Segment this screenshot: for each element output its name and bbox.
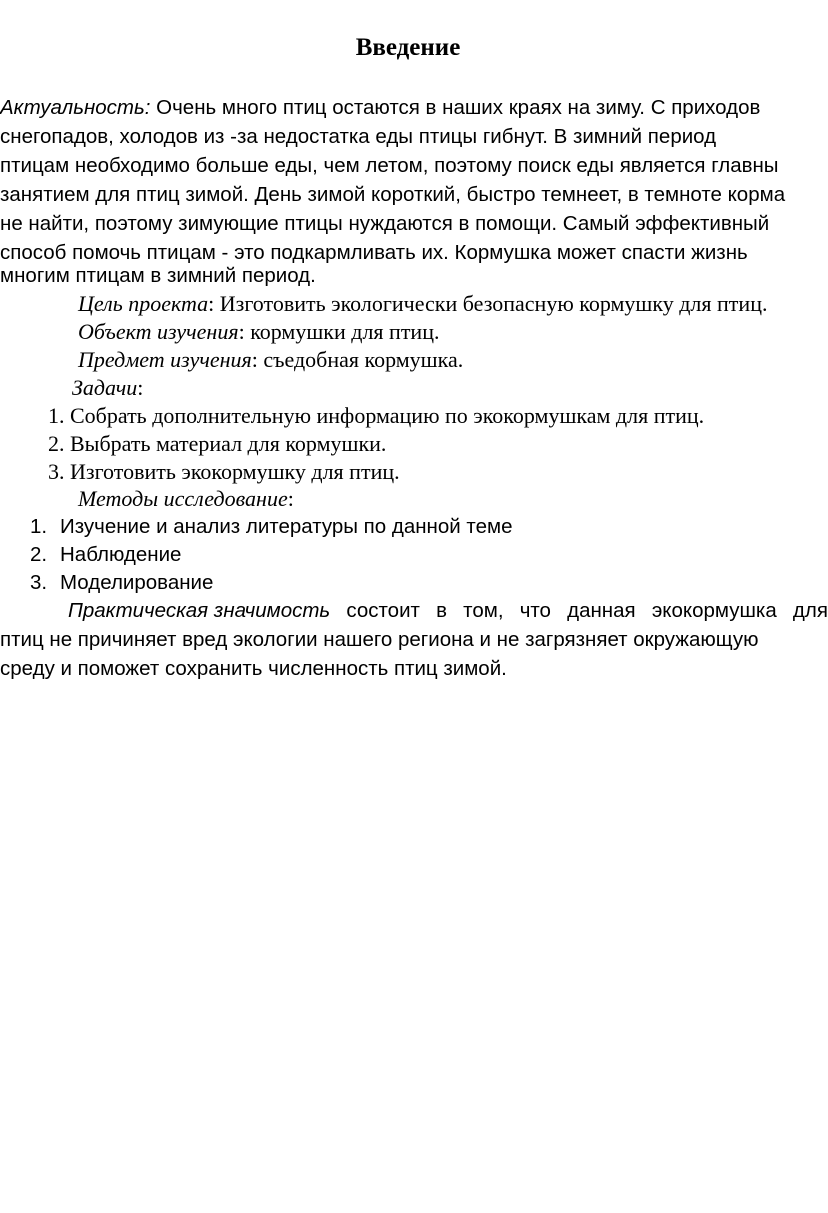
significance-word: в <box>436 599 447 622</box>
method-item-2 <box>30 541 181 569</box>
project-goal-text: : Изготовить экологически безопасную кормушку для птиц. <box>208 291 768 316</box>
significance-word: для <box>792 599 828 622</box>
relevance-line-4: занятием для птиц зимой. День зимой короткий, быстро темнеет, в темноте корма <box>0 183 786 206</box>
significance-word: том, <box>463 599 504 622</box>
study-subject-text: : съедобная кормушка. <box>251 347 464 372</box>
significance-line-1 <box>68 597 828 625</box>
significance-word: данная <box>567 599 636 622</box>
study-object-label: Объект изучения <box>78 319 239 344</box>
methods-heading <box>78 485 294 513</box>
relevance-first-line-text: Очень много птиц остаются в наших краях на зиму. С приходов <box>150 96 761 119</box>
method-item-1 <box>30 513 512 541</box>
relevance-line-1 <box>0 94 760 122</box>
project-goal-label: Цель проекта <box>78 291 209 316</box>
relevance-line-5: не найти, поэтому зимующие птицы нуждаются в помощи. Самый эффективный <box>0 212 770 235</box>
task-number: 1. <box>48 403 65 428</box>
significance-word: что <box>519 599 551 622</box>
significance-line-3: среду и поможет сохранить численность птиц зимой. <box>0 657 507 680</box>
task-number: 3. <box>48 459 65 484</box>
tasks-heading <box>72 374 143 402</box>
task-text: Изготовить экокормушку для птиц. <box>70 459 400 484</box>
methods-label: Методы исследование <box>78 486 288 511</box>
significance-line-2: птиц не причиняет вред экологии нашего региона и не загрязняет окружающую <box>0 628 759 651</box>
relevance-line-6: способ помочь птицам - это подкармливать их. Кормушка может спасти жизнь <box>0 241 748 264</box>
task-item-3 <box>48 458 400 486</box>
relevance-label: Актуальность: <box>0 96 151 119</box>
task-item-2 <box>48 430 386 458</box>
study-object <box>78 318 439 346</box>
tasks-colon: : <box>137 375 144 400</box>
significance-word: экокормушка <box>651 599 777 622</box>
document-title: Введение <box>355 34 461 61</box>
task-text: Выбрать материал для кормушки. <box>70 431 387 456</box>
relevance-line-3: птицам необходимо больше еды, чем летом, поэтому поиск еды является главны <box>0 154 779 177</box>
method-number: 1. <box>30 515 48 538</box>
method-text: Моделирование <box>60 571 214 594</box>
task-item-1 <box>48 402 704 430</box>
project-goal <box>78 290 767 318</box>
significance-word: состоит <box>346 599 420 622</box>
task-text: Собрать дополнительную информацию по экокормушкам для птиц. <box>70 403 705 428</box>
study-subject-label: Предмет изучения <box>78 347 252 372</box>
significance-label: Практическая значимость <box>68 599 331 622</box>
relevance-line-2: снегопадов, холодов из -за недостатка еды птицы гибнут. В зимний период <box>0 125 717 148</box>
methods-colon: : <box>287 486 294 511</box>
method-item-3 <box>30 569 213 597</box>
relevance-line-7: многим птицам в зимний период. <box>0 264 316 287</box>
study-subject <box>78 346 463 374</box>
method-number: 2. <box>30 543 48 566</box>
task-number: 2. <box>48 431 65 456</box>
tasks-label: Задачи <box>72 375 138 400</box>
method-number: 3. <box>30 571 48 594</box>
method-text: Изучение и анализ литературы по данной теме <box>60 515 513 538</box>
study-object-text: : кормушки для птиц. <box>238 319 440 344</box>
method-text: Наблюдение <box>60 543 182 566</box>
